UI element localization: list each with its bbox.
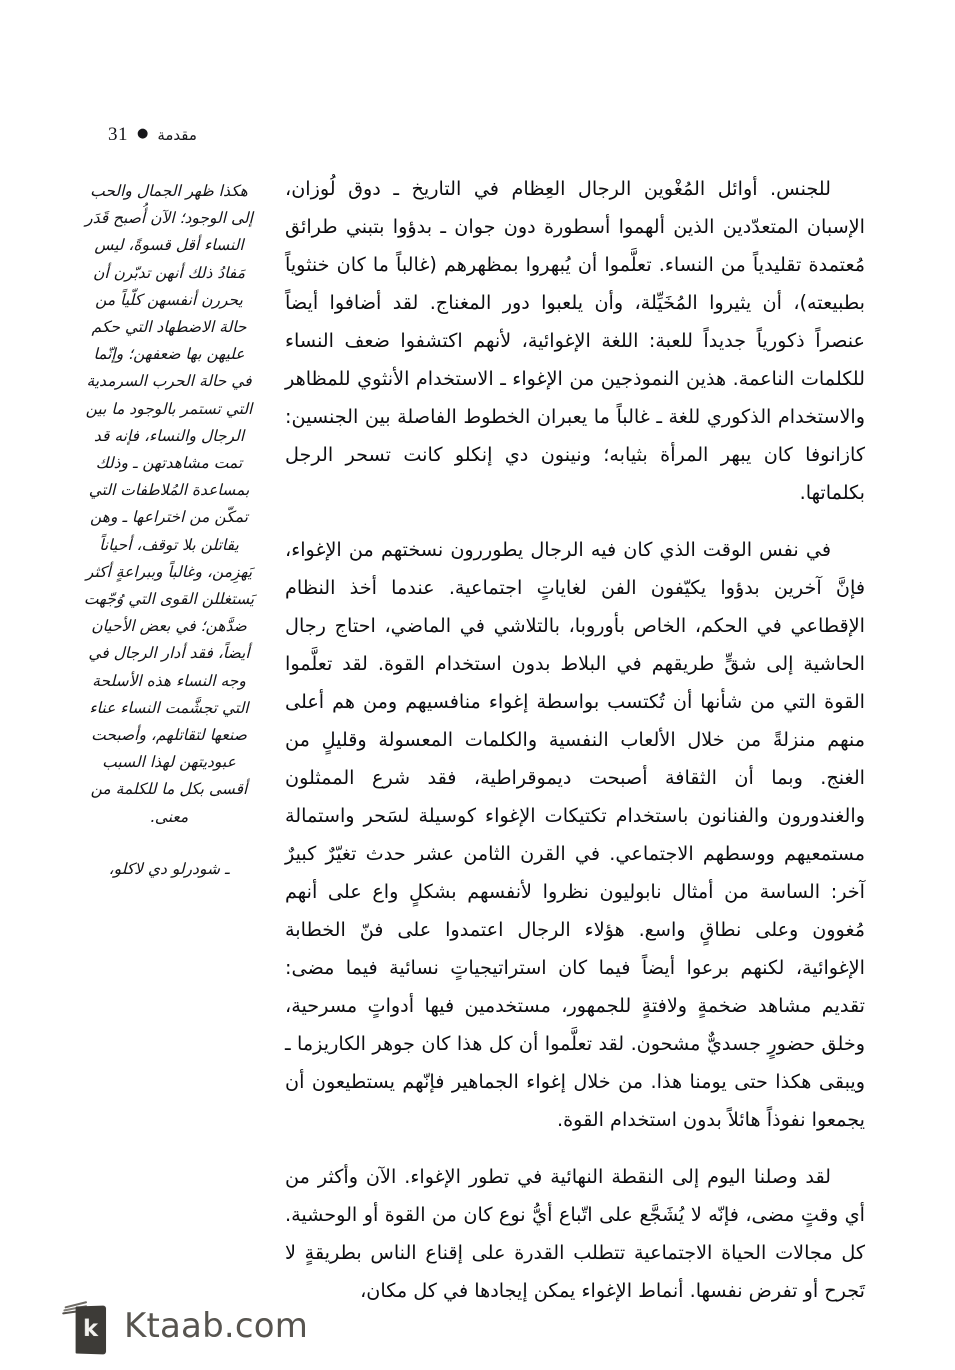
book-cover-icon <box>76 1305 106 1354</box>
margin-quote-text: هكذا ظهر الجمال والحب إلى الوجود؛ الآن أُصبح قَدَر النساء أقل قسوةً، ليس مَفادُ ذلك أنهن تدبّرن أن يحررن أنفسهن كلّياً من حالة الاضطهاد التي حكم عليهن بها ضعفهن؛ وإنّما في حالة الحرب السرمدية التي تستمر بالوجود ما بين الرجال والنساء، فإنه قد تمت مشاهدتهن ـ وذلك بمساعدة المُلاطفات التي تمكّن من اختراعها ـ وهن يقاتلن بلا توقف، أحياناً يَهزِمن، وغالباً وببراعةٍ أكثر يَستغللن القوى التي وُجّهت ضدَّهن؛ في بعض الأحيان أيضاً، فقد أدار الرجال في وجه النساء هذه الأسلحة التي تجشَّمت النساء عناء صنعها لتقاتلهم، وأصبحت عبوديتهن لهذا السبب أقسى بكل ما للكلمة من معنى. <box>83 182 255 826</box>
margin-quote-attribution: ـ شودرلو دي لاكلو، <box>108 859 230 878</box>
running-head-separator-icon: ● <box>137 125 149 141</box>
margin-quote-column <box>83 170 255 1260</box>
main-text-column <box>285 170 865 1302</box>
running-head <box>108 124 197 146</box>
page-number: 31 <box>108 124 128 145</box>
site-watermark <box>62 1296 308 1356</box>
running-head-section-title: مقدمة <box>157 126 197 144</box>
body-paragraph: للجنس. أوائل المُغْوين الرجال العِظام في التاريخ ـ دوق لُوزان، الإسبان المتعدّدين الذين ألهموا أسطورة دون جوان ـ بدؤوا بتبني طرائق مُعتمدة تقليدياً من النساء. تعلَّموا أن يُبهروا بمظهرهم (غالباً ما كان خنثوياً بطبيعته)، أن يثيروا المُخَيِّلة، وأن يلعبوا دور المغناج. لقد أضافوا أيضاً عنصراً ذكورياً جديداً للعبة: اللغة الإغوائية، لأنهم اكتشفوا ضعف النساء للكلمات الناعمة. هذين النموذجين من الإغواء ـ الاستخدام الأنثوي للمظاهر والاستخدام الذكوري للغة ـ غالباً ما يعبران الخطوط الفاصلة بين الجنسين: كازانوفا كان يبهر المرأة بثيابه؛ ونينون دي إنكلو كانت تسحر الرجل بكلماتها. <box>285 177 865 504</box>
logo-letter: k <box>83 1315 99 1342</box>
body-paragraph: لقد وصلنا اليوم إلى النقطة النهائية في تطور الإغواء. الآن وأكثر من أي وقتٍ مضى، فإنّه لا يُشَجَّع على اتّباع أيُّ نوع كان من القوة أو الوحشية. كل مجالات الحياة الاجتماعية تتطلب القدرة على إقناع الناس بطريقةٍ لا تَجرح أو تفرض نفسها. أنماط الإغواء يمكن إيجادها في كل مكان، <box>285 1165 865 1302</box>
book-logo-icon <box>62 1296 110 1356</box>
watermark-wordmark: Ktaab.com <box>124 1306 309 1346</box>
page-body <box>83 170 865 1302</box>
body-paragraph: في نفس الوقت الذي كان فيه الرجال يطوررون نسختهم من الإغواء، فإنَّ آخرين بدؤوا يكيّفون الفن لغاياتٍ اجتماعية. عندما أخذ النظام الإقطاعي في الحكم، الخاص بأوروبا، بالتلاشي في الماضي، احتاج رجال الحاشية إلى شقٍّ طريقهم في البلاط بدون استخدام القوة. لقد تعلَّموا القوة التي من شأنها أن تُكتسب بواسطة إغواء منافسيهم ومن هم أعلى منهم منزلةً من خلال الألعاب النفسية والكلمات المعسولة وقليلٍ من الغنج. وبما أن الثقافة أصبحت ديموقراطية، فقد شرع الممثلون والغندورون والفنانون باستخدام تكتيكات الإغواء كوسيلة لسَحر واستمالة مستمعيهم ووسطهم الاجتماعي. في القرن الثامن عشر حدث تغيّرٌ كبيرٌ آخر: الساسة من أمثال نابوليون نظروا لأنفسهم بشكلٍ واع على أنهم مُغوون وعلى نطاقٍ واسع. هؤلاء الرجال اعتمدوا على فنّ الخطابة الإغوائية، لكنهم برعوا أيضاً فيما كان استراتيجياتٍ نسائية فيما مضى: تقديم مشاهد ضخمةٍ ولافتةٍ للجمهور، مستخدمين فيها أدواتٍ مسرحية، وخلق حضورٍ جسديٌّ مشحون. لقد تعلَّموا أن كل هذا كان جوهر الكاريزما ـ ويبقى هكذا حتى يومنا هذا. من خلال إغواء الجماهير فإنّهم يستطيعون أن يجمعوا نفوذاً هائلاً بدون استخدام القوة. <box>285 538 865 1131</box>
